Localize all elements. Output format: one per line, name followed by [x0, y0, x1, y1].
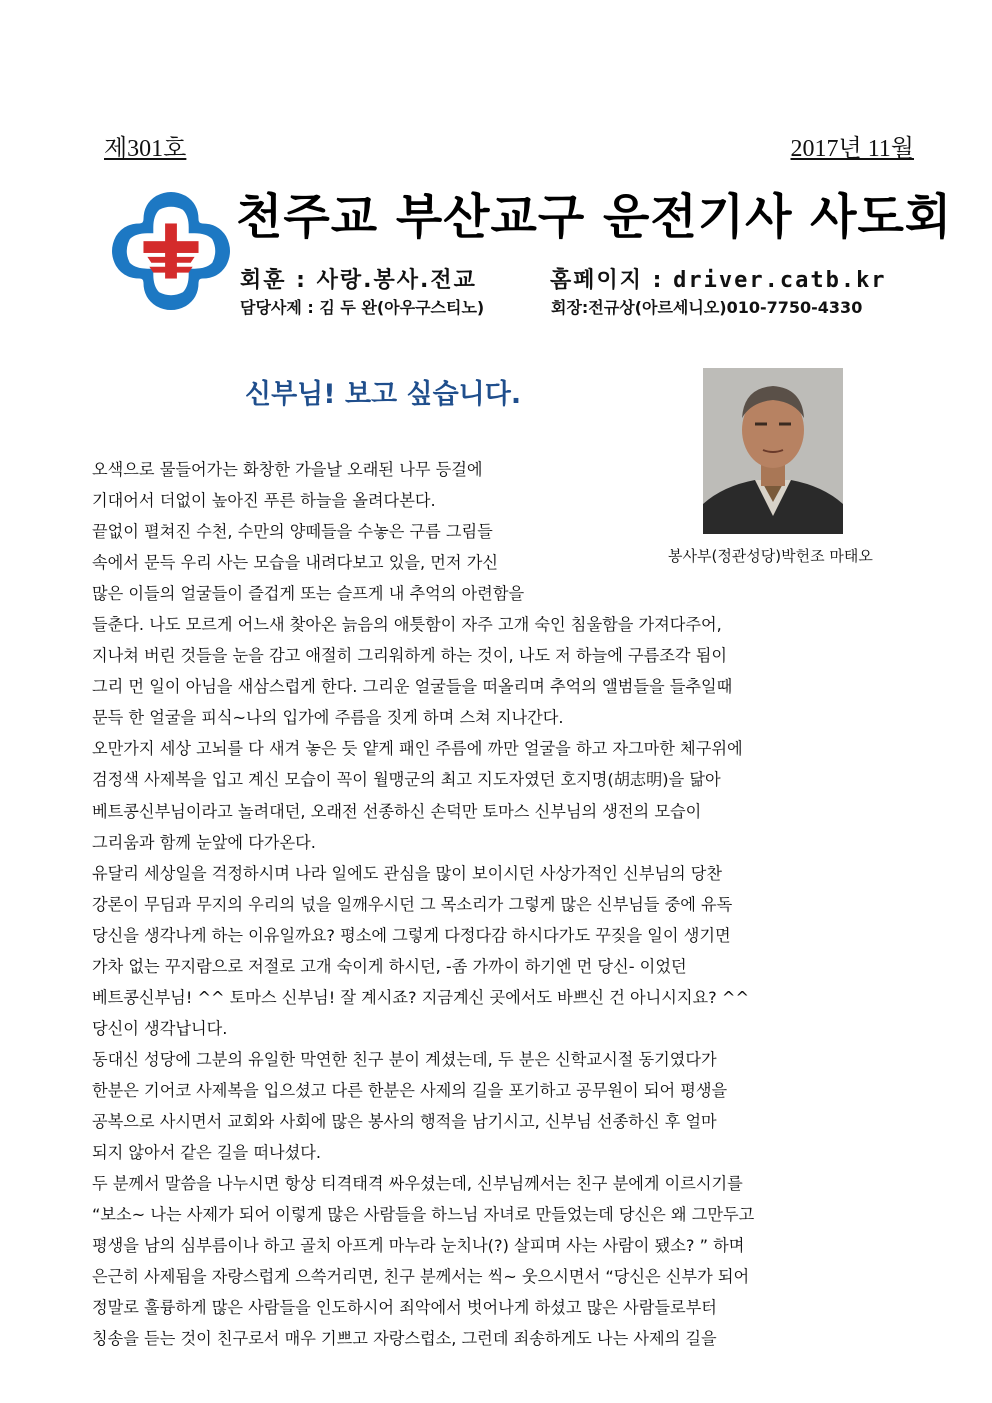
body-line: 칭송을 듣는 것이 친구로서 매우 기쁘고 자랑스럽소, 그런데 죄송하게도 나는 사제의 길을: [92, 1329, 717, 1349]
body-line: 공복으로 사시면서 교회와 사회에 많은 봉사의 행적을 남기시고, 신부님 선종하신 후 얼마: [92, 1111, 717, 1131]
body-line: 강론이 무딤과 무지의 우리의 넋을 일깨우시던 그 목소리가 그렇게 많은 신부님들 중에 유독: [92, 894, 733, 914]
chaplain-info: 담당사제 : 김 두 완(아우구스티노): [240, 298, 485, 317]
diocese-emblem-icon: [112, 192, 230, 310]
body-line: 지나쳐 버린 것들을 눈을 감고 애절히 그리워하게 하는 것이, 나도 저 하늘에 구름조각 됨이: [92, 646, 727, 666]
body-line: 문득 한 얼굴을 피식~나의 입가에 주름을 짓게 하며 스쳐 지나간다.: [92, 708, 564, 728]
body-line: “보소~ 나는 사제가 되어 이렇게 많은 사람들을 하느님 자녀로 만들었는데 당신은 왜 그만두고: [92, 1205, 755, 1225]
body-line: 베트콩신부님! ^^ 토마스 신부님! 잘 계시죠? 지금계신 곳에서도 바쁘신 건 아니시지요? ^^: [92, 987, 750, 1007]
motto: 회훈 : 사랑.봉사.전교: [240, 268, 477, 293]
body-line: 베트콩신부님이라고 놀려대던, 오래전 선종하신 손덕만 토마스 신부님의 생전의 모습이: [92, 801, 702, 821]
organization-title: 천주교 부산교구 운전기사 사도회: [236, 189, 953, 245]
body-line: 끝없이 펼쳐진 수천, 수만의 양떼들을 수놓은 구름 그림들: [92, 522, 493, 542]
body-line: 유달리 세상일을 걱정하시며 나라 일에도 관심을 많이 보이시던 사상가적인 신부님의 당찬: [92, 863, 723, 883]
body-line: 가차 없는 꾸지람으로 저절로 고개 숙이게 하시던, -좀 가까이 하기엔 먼 당신- 이었던: [92, 956, 687, 976]
body-line: 들춘다. 나도 모르게 어느새 찾아온 늙음의 애틋함이 자주 고개 숙인 침울함을 가져다주어,: [92, 615, 722, 635]
body-line: 한분은 기어코 사제복을 입으셨고 다른 한분은 사제의 길을 포기하고 공무원이 되어 평생을: [92, 1080, 728, 1100]
homepage-url[interactable]: driver.catb.kr: [673, 268, 887, 293]
article-title: 신부님! 보고 싶습니다.: [245, 379, 522, 410]
body-line: 기대어서 더없이 높아진 푸른 하늘을 올려다본다.: [92, 491, 436, 511]
issue-date: 2017년 11월: [790, 136, 914, 162]
body-line: 은근히 사제됨을 자랑스럽게 으쓱거리면, 친구 분께서는 씩~ 웃으시면서 “당신은 신부가 되어: [92, 1267, 750, 1287]
body-line: 속에서 문득 우리 사는 모습을 내려다보고 있을, 먼저 가신: [92, 553, 498, 573]
body-line: 당신을 생각나게 하는 이유일까요? 평소에 그렇게 다정다감 하시다가도 꾸짖을 일이 생기면: [92, 925, 731, 945]
body-line: 오만가지 세상 고뇌를 다 새겨 놓은 듯 얕게 패인 주름에 까만 얼굴을 하고 자그마한 체구위에: [92, 739, 743, 759]
homepage-label: 홈페이지 :: [550, 268, 674, 293]
body-line: 많은 이들의 얼굴들이 즐겁게 또는 슬프게 내 추억의 아련함을: [92, 584, 525, 604]
body-line: 그리 먼 일이 아님을 새삼스럽게 한다. 그리운 얼굴들을 떠올리며 추억의 앨범들을 들추일때: [92, 677, 733, 697]
body-line: 동대신 성당에 그분의 유일한 막연한 친구 분이 계셨는데, 두 분은 신학교시절 동기였다가: [92, 1049, 717, 1069]
body-line: 정말로 훌륭하게 많은 사람들을 인도하시어 죄악에서 벗어나게 하셨고 많은 사람들로부터: [92, 1298, 717, 1318]
body-line: 당신이 생각납니다.: [92, 1018, 228, 1038]
body-line: 오색으로 물들어가는 화창한 가을날 오래된 나무 등걸에: [92, 460, 483, 479]
body-line: 되지 않아서 같은 길을 떠나셨다.: [92, 1143, 322, 1163]
body-line: 평생을 남의 심부름이나 하고 골치 아프게 마누라 눈치나(?) 살피며 사는 사람이 됐소? ” 하며: [92, 1236, 745, 1256]
president-info: 회장:전규상(아르세니오)010-7750-4330: [551, 298, 863, 317]
body-line: 검정색 사제복을 입고 계신 모습이 꼭이 월맹군의 최고 지도자였던 호지명(胡志明)을 닮아: [92, 770, 721, 790]
body-line: 그리움과 함께 눈앞에 다가온다.: [92, 832, 316, 852]
issue-number: 제301호: [104, 136, 187, 162]
body-line: 두 분께서 말씀을 나누시면 항상 티격태격 싸우셨는데, 신부님께서는 친구 분에게 이르시기를: [92, 1174, 743, 1194]
article-body: [92, 454, 942, 1354]
photo-caption: 봉사부(정관성당)박헌조 마태오: [668, 547, 873, 565]
homepage: [550, 263, 887, 294]
